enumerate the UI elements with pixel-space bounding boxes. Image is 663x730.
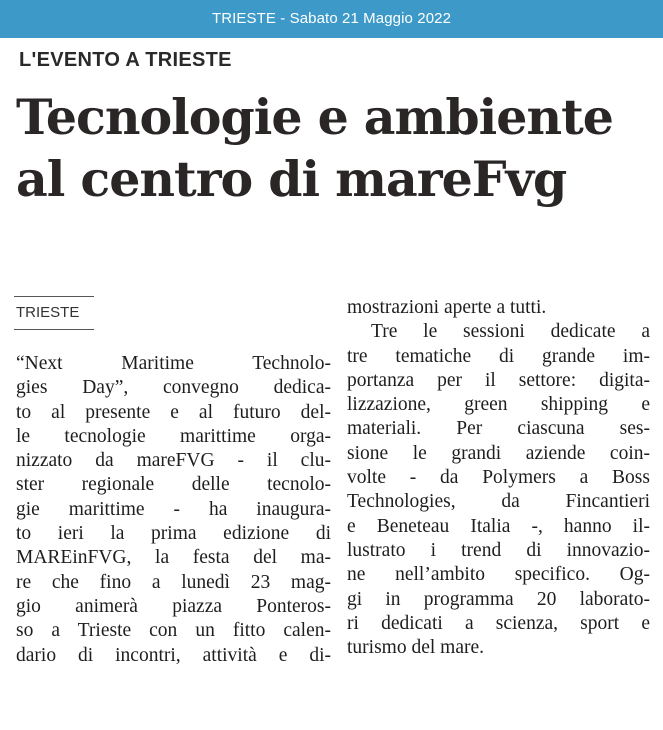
body-line: re che fino a lunedì 23 mag-	[16, 571, 331, 593]
body-line: so a Trieste con un fitto calen-	[16, 620, 331, 642]
dateline-bottom-rule	[14, 329, 94, 330]
section-date-banner: TRIESTE - Sabato 21 Maggio 2022	[0, 0, 663, 38]
body-line: ri dedicati a scienza, sport e	[347, 612, 650, 634]
body-line: sione le grandi aziende coin-	[347, 442, 650, 464]
article-body-right-column	[347, 296, 650, 660]
body-line: Technologies, da Fincantieri	[347, 491, 650, 513]
body-line: gies Day”, convegno dedica-	[16, 377, 331, 399]
body-line: to ieri la prima edizione di	[16, 523, 331, 545]
headline-line: Tecnologie e ambiente	[16, 88, 613, 146]
body-line: nizzato da mareFVG - il clu-	[16, 450, 331, 472]
body-line: dario di incontri, attività e di-	[16, 644, 331, 666]
body-line: tre tematiche di grande im-	[347, 345, 650, 367]
body-line: lizzazione, green shipping e	[347, 394, 650, 416]
body-line: gio animerà piazza Ponteros-	[16, 595, 331, 617]
article-kicker: L'EVENTO A TRIESTE	[19, 49, 232, 71]
body-line: materiali. Per ciascuna ses-	[347, 418, 650, 440]
body-line: ne nell’ambito specifico. Og-	[347, 564, 650, 586]
body-line: gi in programma 20 laborato-	[347, 588, 650, 610]
body-line: ster regionale delle tecnolo-	[16, 474, 331, 496]
article-body-left-column	[16, 352, 331, 668]
article-headline	[16, 86, 656, 210]
body-line: mostrazioni aperte a tutti.	[347, 297, 547, 318]
body-line: Tre le sessioni dedicate a	[371, 321, 650, 343]
body-line: “Next Maritime Technolo-	[16, 353, 331, 374]
body-line: volte - da Polymers a Boss	[347, 467, 650, 489]
body-line: to al presente e al futuro del-	[16, 401, 331, 423]
dateline: TRIESTE	[16, 304, 80, 321]
body-line: MAREinFVG, la festa del ma-	[16, 547, 331, 569]
dateline-block	[14, 296, 94, 330]
body-line: gie marittime - ha inaugura-	[16, 498, 331, 520]
headline-line: al centro di mareFvg	[16, 150, 567, 208]
body-line: e Beneteau Italia -, hanno il-	[347, 515, 650, 537]
body-line: lustrato i trend di innovazio-	[347, 539, 650, 561]
body-line: turismo del mare.	[347, 637, 485, 659]
body-line: portanza per il settore: digita-	[347, 369, 650, 391]
body-line: le tecnologie marittime orga-	[16, 425, 331, 447]
